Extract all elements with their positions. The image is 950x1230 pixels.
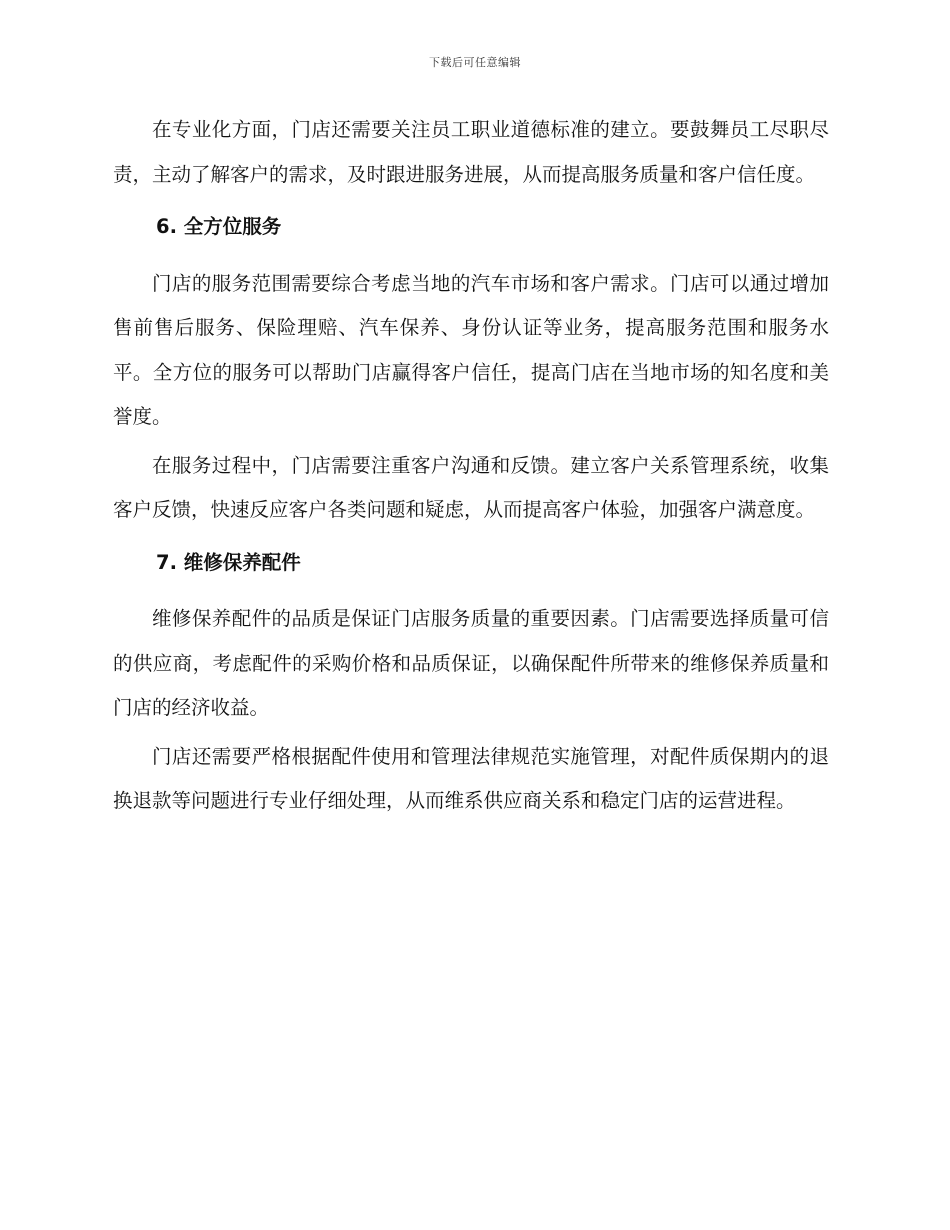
paragraph-customer-feedback: 在服务过程中，门店需要注重客户沟通和反馈。建立客户关系管理系统，收集客户反馈，快速反应客户各类问题和疑虑，从而提高客户体验，加强客户满意度。: [113, 453, 829, 521]
paragraph-service-scope: 门店的服务范围需要综合考虑当地的汽车市场和客户需求。门店可以通过增加售前售后服务、保险理赔、汽车保养、身份认证等业务，提高服务范围和服务水平。全方位的服务可以帮助门店赢得客户信任，提高门店在当地市场的知名度和美誉度。: [113, 271, 829, 428]
page-header: 下载后可任意编辑: [429, 56, 521, 69]
section-heading-7: 7. 维修保养配件: [156, 550, 301, 574]
document-body: [113, 108, 829, 824]
paragraph-parts-management: 门店还需要严格根据配件使用和管理法律规范实施管理，对配件质保期内的退换退款等问题进行专业仔细处理，从而维系供应商关系和稳定门店的运营进程。: [113, 744, 829, 812]
section-heading-6: 6. 全方位服务: [156, 215, 282, 238]
paragraph-parts-quality: 维修保养配件的品质是保证门店服务质量的重要因素。门店需要选择质量可信的供应商，考虑配件的采购价格和品质保证，以确保配件所带来的维修保养质量和门店的经济收益。: [113, 607, 829, 719]
paragraph-professionalism: 在专业化方面，门店还需要关注员工职业道德标准的建立。要鼓舞员工尽职尽责，主动了解客户的需求，及时跟进服务进展，从而提高服务质量和客户信任度。: [113, 118, 829, 186]
